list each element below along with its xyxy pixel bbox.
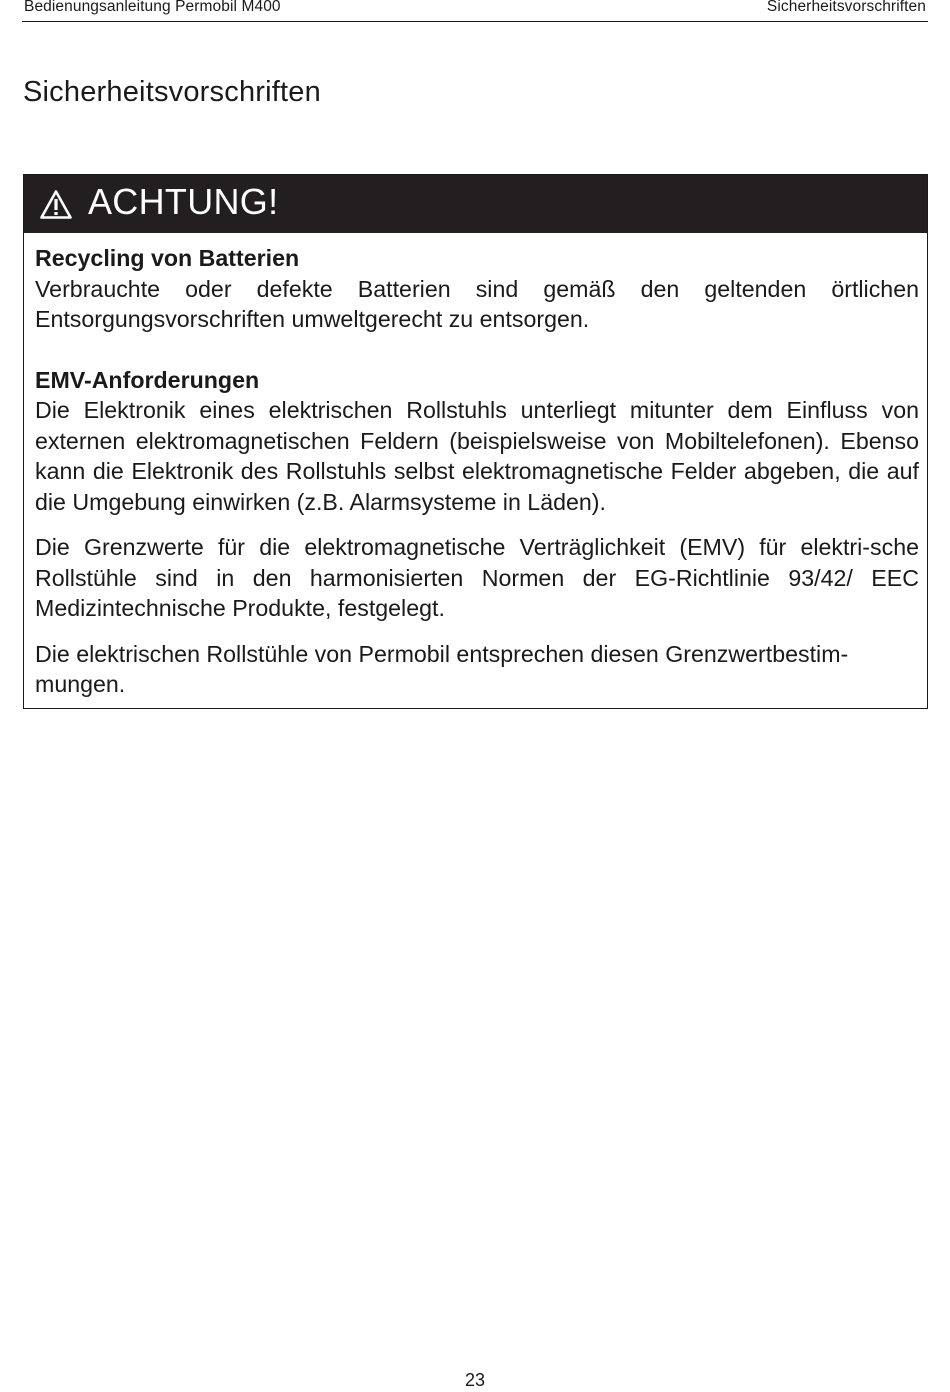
warning-content (35, 243, 919, 700)
header-manual-title: Bedienungsanleitung Permobil M400 (24, 0, 281, 15)
page-header (22, 0, 928, 22)
section-heading-emv: EMV-Anforderungen (35, 366, 260, 393)
warning-header-bar (24, 175, 927, 233)
section-paragraph-emv-1: Die Elektronik eines elektrischen Rollstuhls unterliegt mitunter dem Einfluss von externen elektromagnetischen Feldern (beispielsweise von Mobiltelefonen). Ebenso kann die Elektronik des Rollstuhls selbst elektromagnetische Felder abgeben, die auf die Umgebung einwirken (z.B. Alarmsysteme in Läden). (35, 397, 919, 515)
warning-triangle-icon (39, 189, 73, 220)
warning-box (23, 174, 928, 709)
section-heading-recycling: Recycling von Batterien (35, 245, 300, 271)
warning-title: ACHTUNG! (88, 181, 279, 222)
header-section-title: Sicherheitsvorschriften (766, 0, 926, 15)
page-number: 23 (464, 1370, 486, 1390)
section-text-recycling: Verbrauchte oder defekte Batterien sind gemäß den geltenden örtlichen Entsorgungsvorschriften umweltgerecht zu entsorgen. (35, 275, 919, 332)
section-paragraph-emv-2: Die Grenzwerte für die elektromagnetische Verträglichkeit (EMV) für elektri-sche Rollstühle sind in den harmonisierten Normen der EG-Richtlinie 93/42/ EEC Medizintechnische Produkte, festgelegt. (35, 534, 919, 621)
page-title: Sicherheitsvorschriften (23, 76, 321, 108)
section-paragraph-emv-3: Die elektrischen Rollstühle von Permobil entsprechen diesen Grenzwertbestim-mungen. (35, 640, 849, 697)
